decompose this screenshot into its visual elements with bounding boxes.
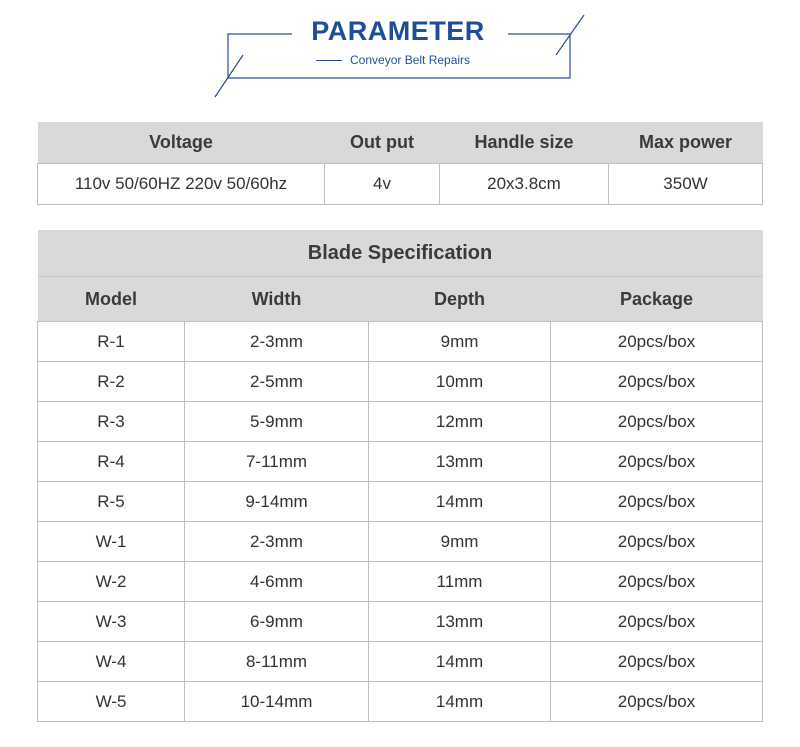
depth-cell: 13mm	[369, 442, 551, 482]
column-header: Voltage	[38, 122, 325, 164]
depth-cell: 9mm	[369, 522, 551, 562]
model-cell: R-1	[38, 322, 185, 362]
column-header: Depth	[369, 277, 551, 322]
package-cell: 20pcs/box	[551, 362, 763, 402]
column-header: Model	[38, 277, 185, 322]
column-header: Width	[185, 277, 369, 322]
package-cell: 20pcs/box	[551, 442, 763, 482]
page-title: PARAMETER	[311, 16, 485, 46]
depth-cell: 14mm	[369, 642, 551, 682]
package-cell: 20pcs/box	[551, 562, 763, 602]
subtitle-text: Conveyor Belt Repairs	[350, 53, 471, 67]
blade-specification-table	[37, 230, 763, 722]
width-cell: 2-3mm	[185, 322, 369, 362]
table-row	[38, 602, 763, 642]
package-cell: 20pcs/box	[551, 522, 763, 562]
page-subtitle	[316, 53, 516, 67]
model-cell: W-1	[38, 522, 185, 562]
width-cell: 5-9mm	[185, 402, 369, 442]
model-cell: W-4	[38, 642, 185, 682]
table-row	[38, 522, 763, 562]
package-cell: 20pcs/box	[551, 682, 763, 722]
voltage-value: 110v 50/60HZ 220v 50/60hz	[38, 164, 325, 205]
depth-cell: 14mm	[369, 482, 551, 522]
column-header: Out put	[325, 122, 440, 164]
package-cell: 20pcs/box	[551, 602, 763, 642]
column-header: Handle size	[440, 122, 609, 164]
blade-rows	[38, 322, 763, 722]
width-cell: 6-9mm	[185, 602, 369, 642]
model-cell: R-3	[38, 402, 185, 442]
table-row	[38, 482, 763, 522]
depth-cell: 12mm	[369, 402, 551, 442]
width-cell: 7-11mm	[185, 442, 369, 482]
max-power-value: 350W	[609, 164, 763, 205]
width-cell: 2-5mm	[185, 362, 369, 402]
table-row	[38, 362, 763, 402]
package-cell: 20pcs/box	[551, 322, 763, 362]
model-cell: R-2	[38, 362, 185, 402]
width-cell: 4-6mm	[185, 562, 369, 602]
package-cell: 20pcs/box	[551, 402, 763, 442]
column-header: Package	[551, 277, 763, 322]
table-row	[38, 682, 763, 722]
package-cell: 20pcs/box	[551, 482, 763, 522]
parameter-header-row	[38, 122, 763, 164]
subtitle-dash	[316, 60, 342, 61]
table-row	[38, 442, 763, 482]
width-cell: 8-11mm	[185, 642, 369, 682]
table-row	[38, 642, 763, 682]
depth-cell: 10mm	[369, 362, 551, 402]
section-header	[0, 0, 800, 110]
depth-cell: 9mm	[369, 322, 551, 362]
depth-cell: 13mm	[369, 602, 551, 642]
table-row	[38, 562, 763, 602]
table-row	[38, 402, 763, 442]
model-cell: W-5	[38, 682, 185, 722]
output-value: 4v	[325, 164, 440, 205]
handle-size-value: 20x3.8cm	[440, 164, 609, 205]
model-cell: W-2	[38, 562, 185, 602]
package-cell: 20pcs/box	[551, 642, 763, 682]
depth-cell: 14mm	[369, 682, 551, 722]
model-cell: R-5	[38, 482, 185, 522]
table-row	[38, 322, 763, 362]
column-header: Max power	[609, 122, 763, 164]
width-cell: 2-3mm	[185, 522, 369, 562]
width-cell: 10-14mm	[185, 682, 369, 722]
blade-header-row	[38, 277, 763, 322]
blade-caption-row	[38, 230, 763, 277]
parameter-table	[37, 122, 763, 205]
model-cell: W-3	[38, 602, 185, 642]
table-caption: Blade Specification	[38, 230, 763, 277]
width-cell: 9-14mm	[185, 482, 369, 522]
depth-cell: 11mm	[369, 562, 551, 602]
model-cell: R-4	[38, 442, 185, 482]
parameter-value-row	[38, 164, 763, 205]
